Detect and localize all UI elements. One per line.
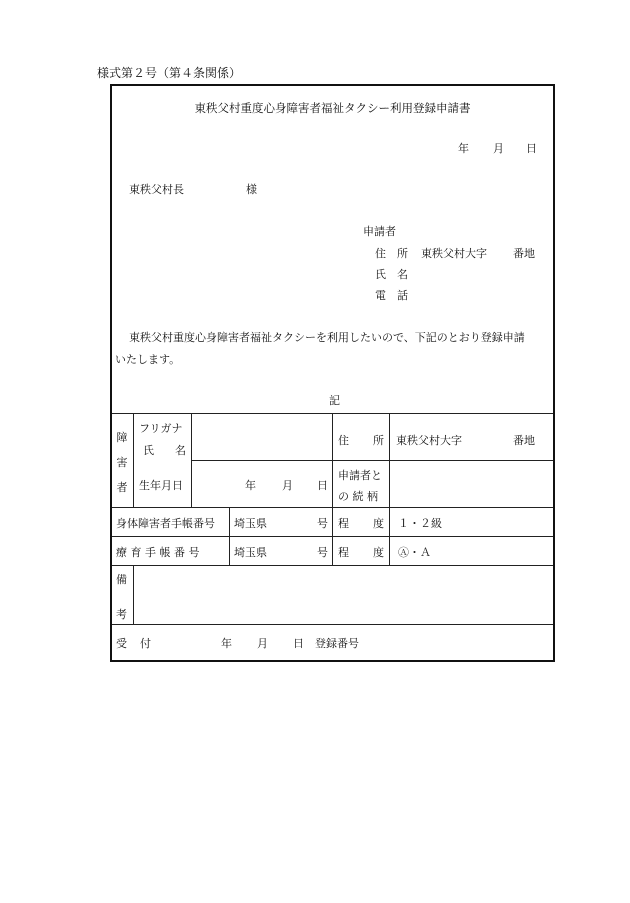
physical-number-suffix: 号 [317,517,328,530]
applicant-name-label-1: 氏 [375,268,386,281]
date-year-label: 年 [458,142,469,155]
physical-grade-label-2: 度 [373,517,384,530]
physical-book-label: 身体障害者手帳番号 [116,517,215,530]
request-text-line-2: いたします。 [115,353,181,366]
addressee-name: 東秩父村長 [129,183,184,196]
furigana-label: フリガナ [139,422,183,435]
reception-label-2: 付 [140,637,151,650]
col-rule-person [133,413,134,507]
applicant-name-label-2: 名 [397,268,408,281]
reception-year-label: 年 [221,637,232,650]
rehab-number-suffix: 号 [317,546,328,559]
form-number: 様式第２号（第４条関係） [97,66,242,80]
col-rule-book [229,507,230,565]
table-address-suffix: 番地 [513,434,535,447]
reception-label-1: 受 [116,637,127,650]
remarks-label-1: 備 [116,573,127,586]
rehab-grade-label-2: 度 [373,546,384,559]
col-rule-label [191,413,192,507]
rehab-grade-label-1: 程 [338,546,349,559]
form-title: 東秩父村重度心身障害者福祉タクシー利用登録申請書 [194,101,471,115]
remarks-label-2: 考 [116,608,127,621]
name-label-2: 名 [175,444,186,457]
relation-label-line-2: の 続 柄 [338,490,378,503]
applicant-address-label-1: 住 [375,247,386,260]
rehab-grade-value: Ⓐ・Ａ [398,546,431,559]
person-label [114,425,130,500]
table-rule-row1 [191,460,553,461]
applicant-heading: 申請者 [363,225,396,238]
rehab-prefecture: 埼玉県 [234,546,267,559]
addressee-honorific: 様 [246,183,257,196]
reception-month-label: 月 [257,637,268,650]
birth-year-label: 年 [245,479,256,492]
table-rule-row5 [112,624,553,625]
registration-number-label: 登録番号 [315,637,359,650]
applicant-address-suffix: 番地 [513,247,535,260]
application-form [110,84,555,662]
person-label-char-3: 者 [116,481,128,494]
applicant-phone-label-2: 話 [397,289,408,302]
physical-prefecture: 埼玉県 [234,517,267,530]
date-day-label: 日 [526,142,537,155]
applicant-address-value: 東秩父村大字 [421,247,487,260]
table-address-label-1: 住 [338,434,349,447]
person-label-char-1: 障 [116,431,128,444]
birth-month-label: 月 [282,479,293,492]
person-label-char-2: 害 [116,456,128,469]
col-rule-middle [332,413,333,565]
table-address-label-2: 所 [373,434,384,447]
applicant-address-label-2: 所 [397,247,408,260]
rehab-book-label: 療 育 手 帳 番 号 [116,546,200,559]
request-text-line-1: 東秩父村重度心身障害者福祉タクシーを利用したいので、下記のとおり登録申請 [129,331,525,344]
reception-day-label: 日 [293,637,304,650]
col-rule-remarks [133,565,134,624]
col-rule-right [389,413,390,565]
physical-grade-value: １・２級 [398,517,442,530]
relation-label-line-1: 申請者と [338,469,382,482]
record-marker: 記 [329,394,340,407]
physical-grade-label-1: 程 [338,517,349,530]
applicant-phone-label-1: 電 [375,289,386,302]
birthdate-label: 生年月日 [139,479,183,492]
table-rule-row4 [112,565,553,566]
name-label-1: 氏 [143,444,154,457]
date-month-label: 月 [493,142,504,155]
birth-day-label: 日 [317,479,328,492]
table-address-value: 東秩父村大字 [396,434,462,447]
